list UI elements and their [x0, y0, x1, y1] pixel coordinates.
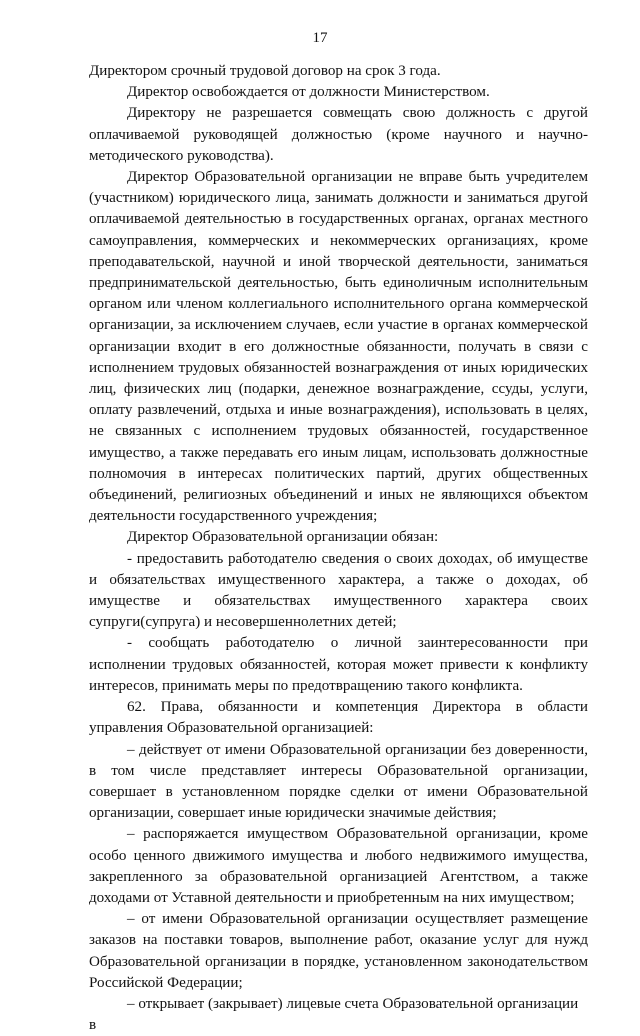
paragraph: – открывает (закрывает) лицевые счета Образовательной организации в — [89, 995, 579, 1034]
paragraph: – от имени Образовательной организации осуществляет размещение заказов на поставки товаров, выполнение работ, оказание услуг для нужд Образовательной организации в порядке, установленном законодательством Российской Федерации; — [89, 911, 588, 991]
paragraph: Директор Образовательной организации не вправе быть учредителем (участником) юридического лица, занимать должности и заниматься другой оплачиваемой деятельностью в государственных органах, органах местного самоуправления, коммерческих и некоммерческих организациях, кроме преподавательской, научной и иной творческой деятельности, заниматься предпринимательской деятельностью, быть единоличным исполнительным органом или членом коллегиального исполнительного органа коммерческой организации, за исключением случаев, если участие в органах коммерческой организации входит в его должностные обязанности, получать в связи с исполнением трудовых обязанностей вознаграждения от иных юридических лиц, физических лиц (подарки, денежное вознаграждение, ссуды, услуги, оплату развлечений, отдыха и иные вознаграждения), использовать в целях, не связанных с исполнением трудовых обязанностей, государственное имущество, а также передавать его иным лицам, использовать должностные полномочия в интересах политических партий, других общественных объединений, религиозных объединений и иных не являющихся объектом деятельности государственного учреждения; — [89, 169, 588, 525]
paragraph: Директором срочный трудовой договор на срок 3 года. — [89, 63, 441, 79]
paragraph: - предоставить работодателю сведения о своих доходах, об имуществе и обязательствах имущественного характера, а также о доходах, об имуществе и обязательствах имущественного характера своих супруги(супруга) и несовершеннолетних детей; — [89, 550, 588, 631]
document-body — [89, 61, 588, 1036]
paragraph: Директор Образовательной организации обязан: — [127, 529, 439, 546]
paragraph: – распоряжается имуществом Образовательной организации, кроме особо ценного движимого имущества и любого недвижимого имущества, закрепленного за образовательной организацией Агентством, а также доходами от Уставной деятельности и приобретенным на них имуществом; — [89, 826, 588, 906]
page-number: 17 — [312, 30, 328, 46]
paragraph: Директору не разрешается совмещать свою должность с другой оплачиваемой руководящей должностью (кроме научного и научно-методического руководства). — [89, 105, 588, 164]
paragraph: - сообщать работодателю о личной заинтересованности при исполнении трудовых обязанностей, которая может привести к конфликту интересов, принимать меры по предотвращению такого конфликта. — [89, 635, 588, 694]
paragraph: 62. Права, обязанности и компетенция Директора в области управления Образовательной организацией: — [89, 699, 588, 737]
paragraph: – действует от имени Образовательной организации без доверенности, в том числе представляет интересы Образовательной организации, совершает в установленном порядке сделки от имени Образовательной организации, совершает иные юридически значимые действия; — [89, 741, 588, 822]
paragraph: Директор освобождается от должности Министерством. — [127, 84, 490, 101]
